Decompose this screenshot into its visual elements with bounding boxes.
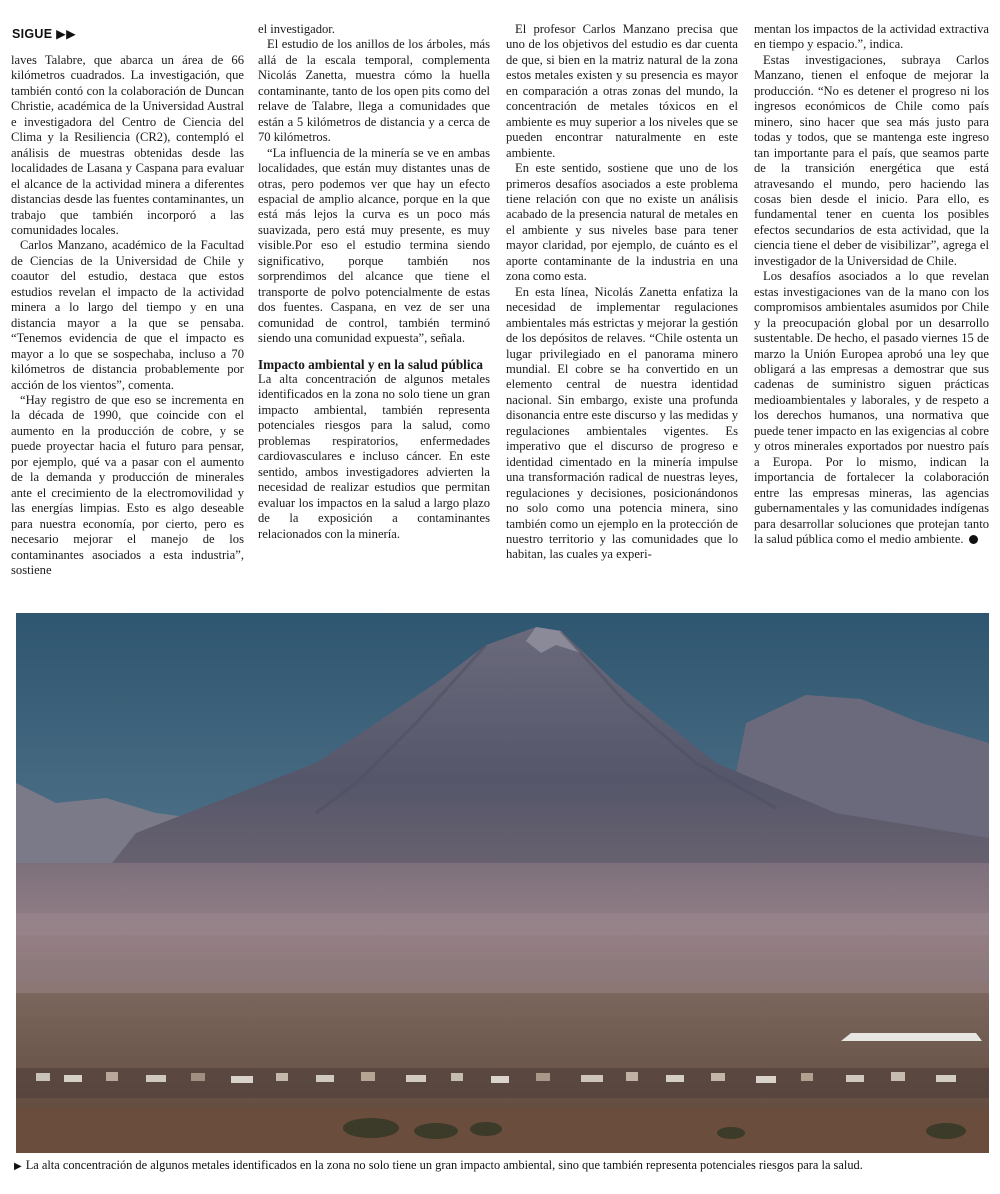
plain-band	[16, 913, 989, 935]
house	[936, 1075, 956, 1082]
house	[451, 1073, 463, 1081]
salt-flat	[841, 1033, 982, 1041]
article-column-1	[11, 53, 244, 578]
shrub	[414, 1123, 458, 1139]
house	[406, 1075, 426, 1082]
caption-marker-icon: ▶	[14, 1161, 22, 1172]
paragraph: Estas investigaciones, subraya Carlos Manzano, tienen el enfoque de mejorar la producción. “No es detener el progreso ni los ingresos económicos de Chile como país minero, sino hacer que sea más justo para todas y todos, que se mantenga este ingreso tan importante para el país, que seamos parte de la transición energética que está atravesando el mundo, pero haciendo las cosas bien desde el inicio. Para ello, es fundamental tener en cuenta los posibles efectos secundarios de esta actividad, que la ciencia tiene el deber de visibilizar”, agrega el investigador de la Universidad de Chile.	[754, 52, 989, 268]
house	[891, 1072, 905, 1081]
house	[231, 1076, 253, 1083]
paragraph: el investigador.	[258, 22, 335, 36]
paragraph: En esta línea, Nicolás Zanetta enfatiza la necesidad de implementar regulaciones ambientales más estrictas y mejorar la gestión de los depósitos de relaves. “Chile ostenta un lugar privilegiado en el panorama minero mundial. El cobre se ha convertido en un elemento central de nuestra identidad nacional. Sin embargo, existe una profunda disonancia entre este discurso y las medidas y regulaciones ambientales vigentes. Es imperativo que el discurso de progreso e identidad cimentado en la minería impulse una transformación radical de nuestras leyes, regulaciones y decisiones, posicionándonos no solo como una potencia minera, sino también como un ejemplo en la protección de nuestro territorio y las comunidades que lo habitan, las cuales ya experi-	[506, 284, 738, 562]
end-of-article-icon	[969, 535, 978, 544]
paragraph: En este sentido, sostiene que uno de los primeros desafíos asociados a este problema tiene relación con que no existe un análisis acabado de la presencia natural de metales en el ambiente y sus niveles base para tener mayor claridad, por ejemplo, de cuánto es el aporte contaminante de la industria en una zona como esta.	[506, 161, 738, 284]
house	[276, 1073, 288, 1081]
house	[711, 1073, 725, 1081]
paragraph: El estudio de los anillos de los árboles, más allá de la escala temporal, complementa Nicolás Zanetta, muestra cómo la huella contaminante, tanto de los open pits como del relave de Talabre, llega a comunidades que están a 5 kilómetros de distancia y a cerca de 70 kilómetros.	[258, 37, 490, 145]
paragraph: mentan los impactos de la actividad extractiva en tiempo y espacio.”, indica.	[754, 22, 989, 52]
house	[846, 1075, 864, 1082]
shrub	[717, 1127, 745, 1139]
paragraph: “La influencia de la minería se ve en ambas localidades, que están muy distantes unas de otras, pero podemos ver que hay un efecto espacial de amplio alcance, porque en la que está más lejos la curva es un poco más suavizada, pero está muy presente, es muy visible.Por eso el estudio termina siendo significativo, porque también nos sorprendimos del alcance que tiene el transporte de polvo potencialmente de estas dos fuentes. Caspana, en vez de ser una comunidad de control, también terminó siendo una comunidad expuesta”, señala.	[258, 145, 490, 346]
article-column-2	[258, 22, 490, 542]
house	[106, 1072, 118, 1081]
house	[361, 1072, 375, 1081]
house	[801, 1073, 813, 1081]
paragraph: laves Talabre, que abarca un área de 66 kilómetros cuadrados. La investigación, que también contó con la colaboración de Duncan Christie, académica de la Universidad Austral e investigadora del Centro de Ciencia del Clima y la Resiliencia (CR2), contempló el análisis de muestras obtenidas desde las localidades de Lasana y Caspana para evaluar el alcance de la actividad minera a diferentes distancias desde las fuentes contaminantes, un trabajo que también incorporó a las comunidades locales.	[11, 53, 244, 237]
house	[626, 1072, 638, 1081]
paragraph: Carlos Manzano, académico de la Facultad de Ciencias de la Universidad de Chile y coautor del estudio, destaca que estos estudios revelan el impacto de la actividad minera a lo largo del tiempo y en una distancia mayor a la que se pensaba. “Tenemos evidencia de que el impacto es mayor a lo que se sospechaba, incluso a 70 kilómetros de distancia probablemente por acción de los vientos”, comenta.	[11, 238, 244, 392]
house	[756, 1076, 776, 1083]
house	[581, 1075, 603, 1082]
article-column-4	[754, 22, 989, 547]
house	[36, 1073, 50, 1081]
shrub	[926, 1123, 966, 1139]
landscape-photo	[16, 613, 989, 1153]
caption-text: La alta concentración de algunos metales identificados en la zona no solo tiene un gran impacto ambiental, sino que también representa potenciales riesgos para la salud.	[25, 1158, 863, 1172]
house	[491, 1076, 509, 1083]
paragraph	[754, 269, 989, 547]
article-column-3	[506, 22, 738, 563]
photo-caption	[14, 1158, 994, 1174]
paragraph-text: Los desafíos asociados a lo que revelan estas investigaciones van de la mano con los compromisos ambientales asumidos por Chile y la preocupación global por un desarrollo sustentable. De hecho, el pasado viernes 15 de marzo la Unión Europea aprobó una ley que obligará a las empresas a demostrar que sus cadenas de suministro siguen prácticas medioambientales y laborales, y de respeto a los derechos humanos, una normativa que puede tener impacto en las exigencias al cobre y otros minerales exportados por nuestro país a Europa. Por lo mismo, indican la importancia de fortalecer la colaboración entre las empresas mineras, las agencias gubernamentales y las comunidades indígenas para desarrollar soluciones que protejan tanto la salud pública como el medio ambiente.	[754, 269, 989, 546]
shrub	[343, 1118, 399, 1138]
house	[536, 1073, 550, 1081]
house	[191, 1073, 205, 1081]
foreground	[16, 1108, 989, 1153]
volcano-landscape-icon	[16, 613, 989, 1153]
house	[146, 1075, 166, 1082]
plain-band	[16, 961, 989, 981]
continued-label: SIGUE ▶▶	[12, 27, 76, 41]
house	[316, 1075, 334, 1082]
paragraph: “Hay registro de que eso se incrementa en la década de 1990, que coincide con el aumento en la producción de cobre, y se puede proyectar hacia el futuro para pensar, por ejemplo, qué va a pasar con el aumento de la demanda y producción de minerales ante el crecimiento de la electromovilidad y las energías limpias. Esto es algo deseable para nuestra economía, por cierto, pero es necesario mejorar el manejo de los contaminantes asociados a esta industria”, sostiene	[11, 392, 244, 577]
house	[64, 1075, 82, 1082]
shrub	[470, 1122, 502, 1136]
house	[666, 1075, 684, 1082]
section-heading: Impacto ambiental y en la salud pública	[258, 356, 483, 372]
paragraph: La alta concentración de algunos metales identificados en la zona no solo tiene un gran impacto ambiental, también representa potenciales riesgos para la salud, como problemas respiratorios, enfermedades cardiovasculares e incluso cáncer. En este sentido, ambos investigadores advierten la necesidad de realizar estudios que permitan evaluar los impactos en la salud a largo plazo de la exposición a contaminantes relacionados con la minería.	[258, 372, 490, 541]
paragraph: El profesor Carlos Manzano precisa que uno de los objetivos del estudio es dar cuenta de que, si bien en la matriz natural de la zona estos metales existen y su presencia es mayor en comparación a otras zonas del mundo, la concentración de metales tóxicos en el ambiente es muy superior a los niveles que se pueden encontrar naturalmente en este ambiente.	[506, 22, 738, 160]
